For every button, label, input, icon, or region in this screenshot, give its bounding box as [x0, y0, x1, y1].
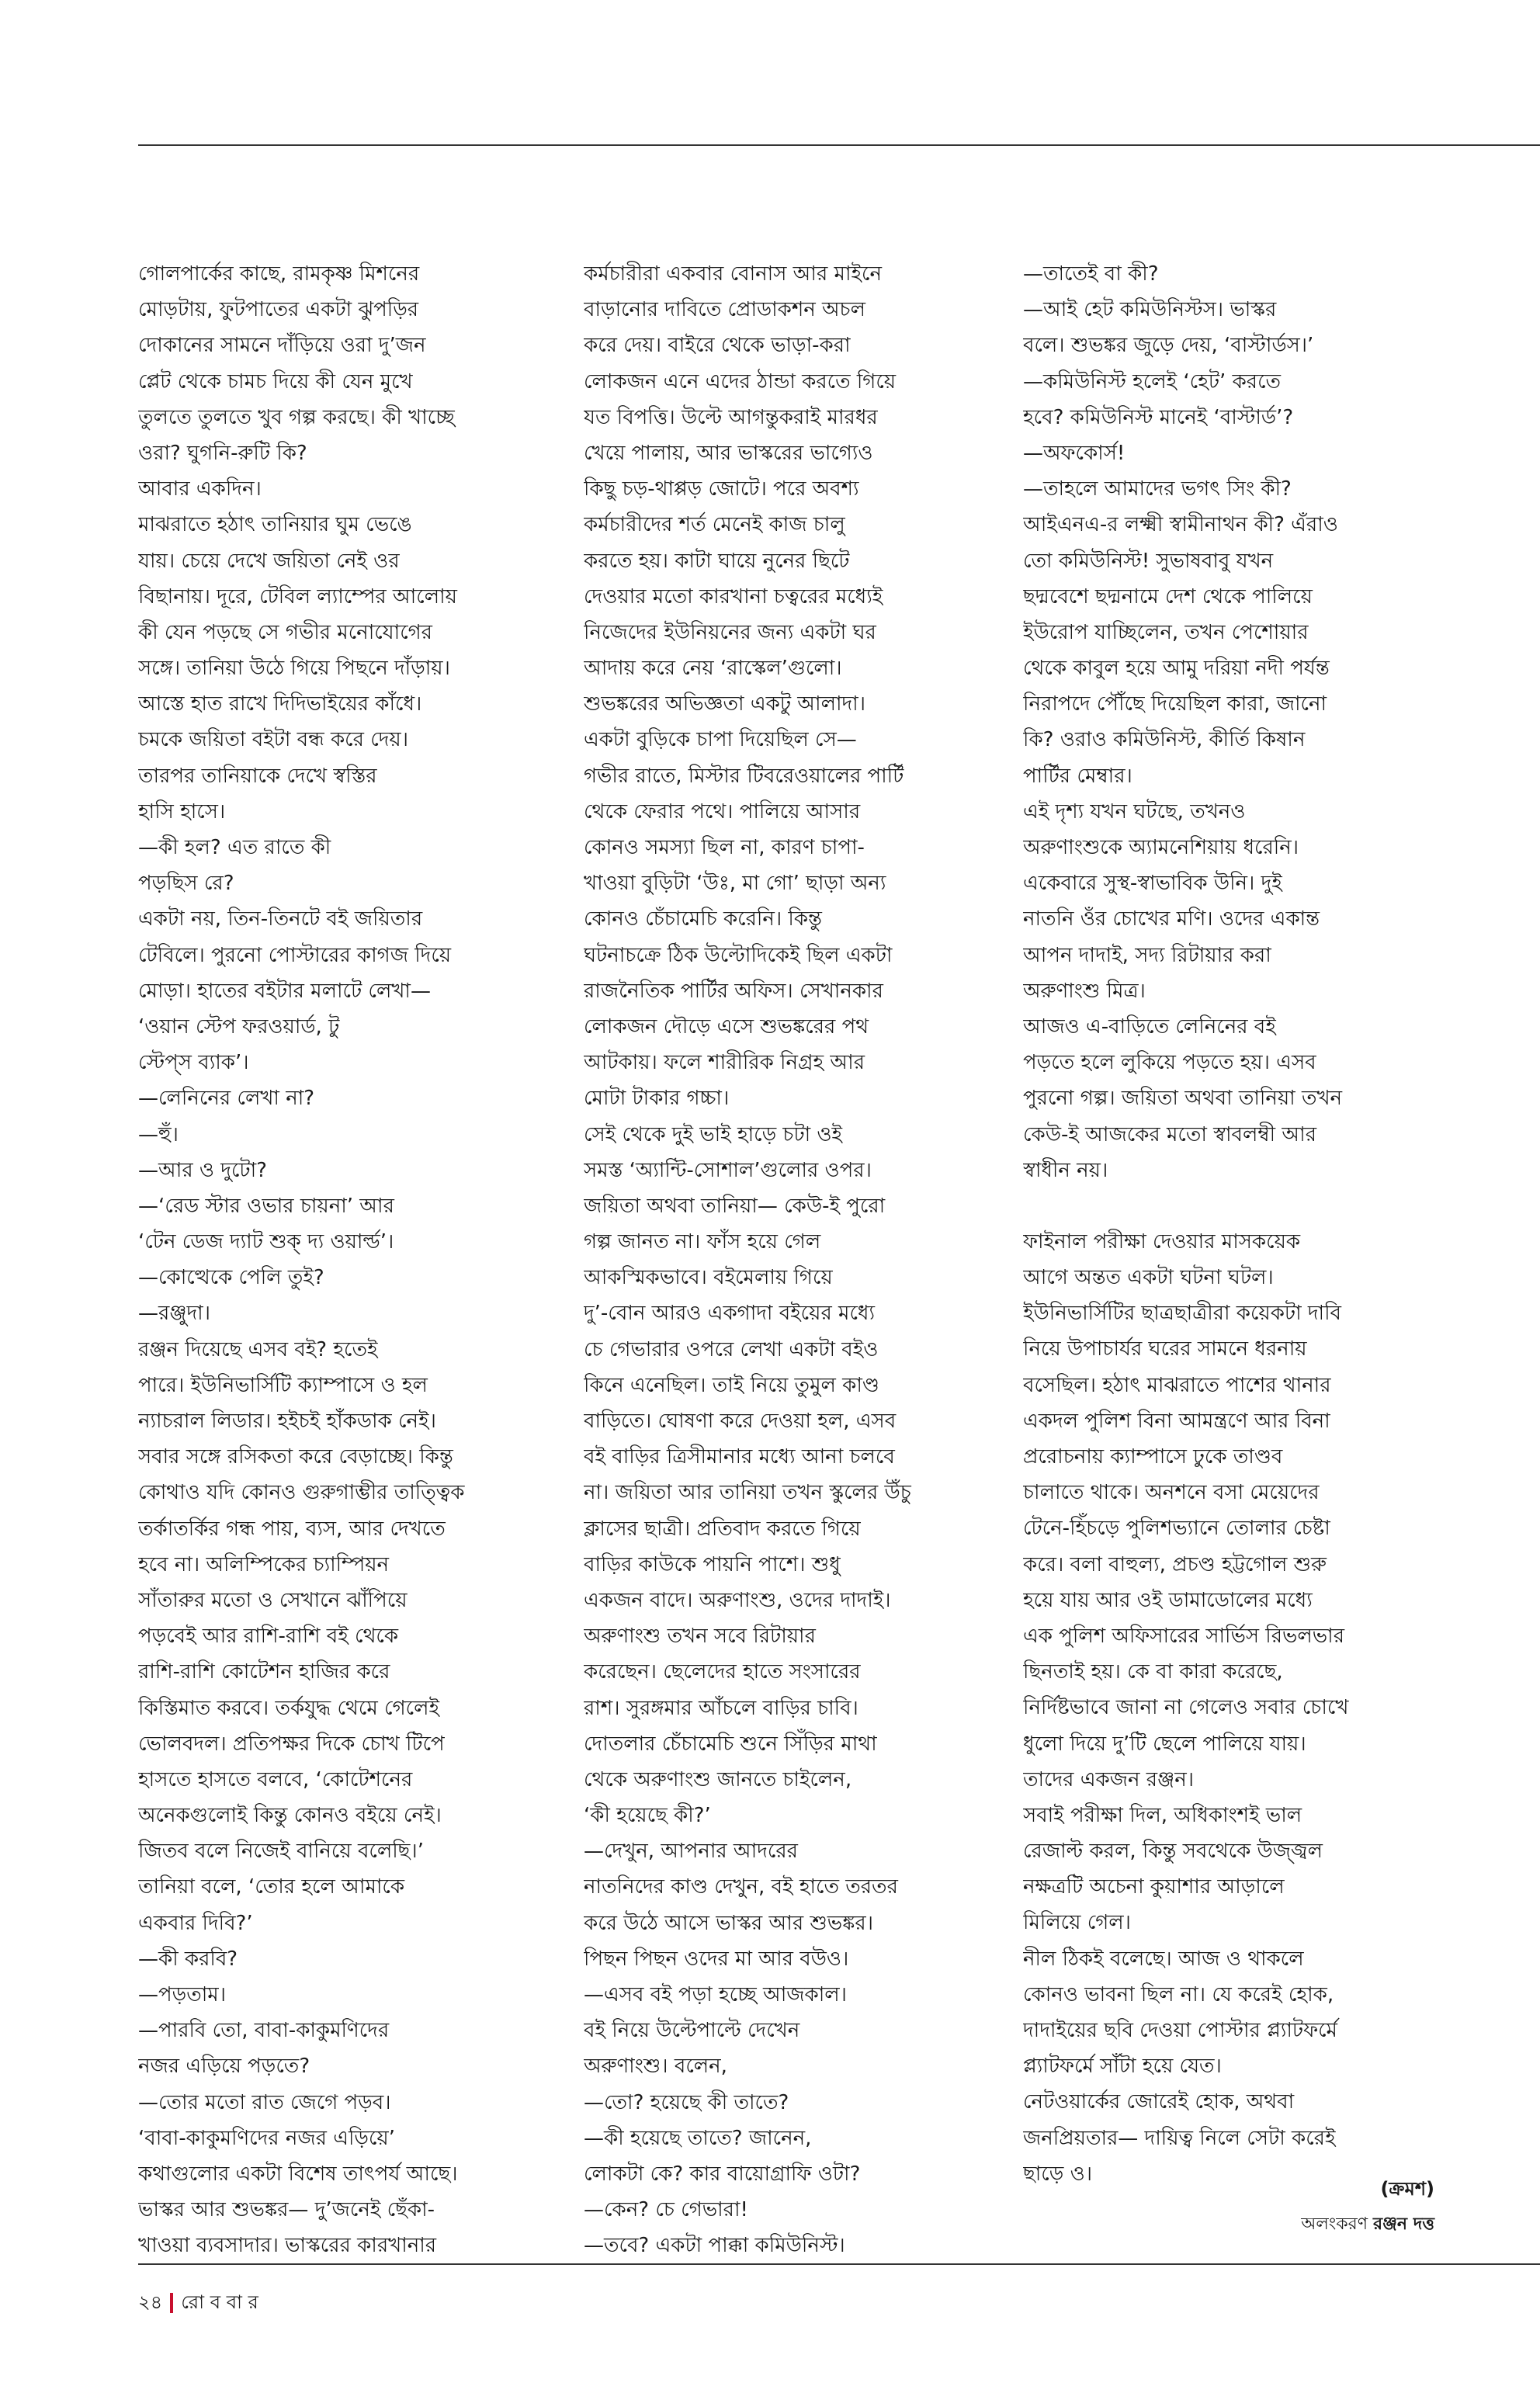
text-line: অরুণাংশু তখন সবে রিটায়ার	[584, 1625, 816, 1649]
text-line: নেটওয়ার্কের জোরেই হোক, অথবা	[1023, 2090, 1295, 2114]
text-line: ক্লাসের ছাত্রী। প্রতিবাদ করতে গিয়ে	[584, 1517, 861, 1541]
text-line: বাড়ানোর দাবিতে প্রোডাকশন অচল	[584, 298, 865, 322]
text-line: —কী করবি?	[138, 1947, 238, 1971]
text-line: বাড়িতে। ঘোষণা করে দেওয়া হল, এসব	[584, 1410, 897, 1433]
text-line: ওরা? ঘুগনি-রুটি কি?	[138, 441, 307, 465]
text-line: কোনও সমস্যা ছিল না, কারণ চাপা-	[584, 836, 865, 859]
text-line: তারপর তানিয়াকে দেখে স্বস্তির	[138, 764, 377, 788]
bottom-rule	[138, 2263, 1540, 2265]
text-line: পুরনো গল্প। জয়িতা অথবা তানিয়া তখন	[1023, 1087, 1343, 1111]
text-line: লোকজন এনে এদের ঠান্ডা করতে গিয়ে	[584, 369, 897, 394]
text-line: কোনও ভাবনা ছিল না। যে করেই হোক,	[1023, 1982, 1334, 2006]
text-line: ন্যাচরাল লিডার। হইচই হাঁকডাক নেই।	[138, 1410, 436, 1433]
text-column-2	[584, 256, 995, 2264]
text-line: দেওয়ার মতো কারখানা চত্বরের মধ্যেই	[584, 584, 883, 609]
text-line: মোড়টায়, ফুটপাতের একটা ঝুপড়ির	[138, 298, 419, 322]
text-line: চে গেভারার ওপরে লেখা একটা বইও	[584, 1337, 879, 1361]
text-line: ছিনতাই হয়। কে বা কারা করেছে,	[1023, 1660, 1283, 1684]
text-line: রঞ্জন দিয়েছে এসব বই? হতেই	[138, 1337, 378, 1361]
text-line: —এসব বই পড়া হচ্ছে আজকাল।	[584, 1983, 847, 2006]
text-line: বই বাড়ির ত্রিসীমানার মধ্যে আনা চলবে	[584, 1445, 895, 1469]
text-line: একটা বুড়িকে চাপা দিয়েছিল সে—	[584, 728, 857, 752]
text-line: —অফকোর্স!	[1023, 441, 1126, 465]
text-line: জয়িতা অথবা তানিয়া— কেউ-ই পুরো	[584, 1194, 886, 1218]
text-line: একেবারে সুস্থ-স্বাভাবিক উনি। দুই	[1023, 872, 1282, 896]
text-line: ভোলবদল। প্রতিপক্ষর দিকে চোখ টিপে	[138, 1732, 445, 1756]
magazine-name: রো ব বা র	[181, 2291, 258, 2313]
text-line: —কমিউনিস্ট হলেই ‘হেট’ করতে	[1023, 369, 1282, 394]
text-line: কোনও চেঁচামেচি করেনি। কিন্তু	[584, 907, 822, 931]
text-line: —লেনিনের লেখা না?	[138, 1087, 315, 1111]
text-line: নিয়ে উপাচার্যর ঘরের সামনে ধরনায়	[1023, 1337, 1307, 1361]
text-line: অরুণাংশু মিত্র।	[1023, 979, 1146, 1003]
text-line: —কী হয়েছে তাতে? জানেন,	[584, 2126, 812, 2150]
text-line: স্টেপ্‌স ব্যাক’।	[138, 1051, 249, 1075]
text-line: তানিয়া বলে, ‘তোর হলে আমাকে	[138, 1875, 405, 1899]
text-line: —দেখুন, আপনার আদরের	[584, 1840, 798, 1864]
text-line: করে। বলা বাহুল্য, প্রচণ্ড হট্টগোল শুরু	[1023, 1552, 1327, 1576]
text-line: হবে না। অলিম্পিকের চ্যাম্পিয়ন	[138, 1552, 390, 1576]
text-line: অনেকগুলোই কিন্তু কোনও বইয়ে নেই।	[138, 1804, 442, 1828]
text-line: রাশি-রাশি কোটেশন হাজির করে	[138, 1660, 390, 1684]
text-line: খাওয়া বুড়িটা ‘উঃ, মা গো’ ছাড়া অন্য	[584, 872, 886, 896]
text-line: ‘বাবা-কাকুমণিদের নজর এড়িয়ে’	[138, 2126, 396, 2150]
text-line: কিনে এনেছিল। তাই নিয়ে তুমুল কাণ্ড	[584, 1373, 879, 1397]
illustration-credit	[1023, 2211, 1434, 2239]
text-line: টেনে-হিঁচড়ে পুলিশভ্যানে তোলার চেষ্টা	[1023, 1517, 1330, 1541]
text-line: তো কমিউনিস্ট! সুভাষবাবু যখন	[1023, 549, 1274, 573]
text-line: মোটা টাকার গচ্চা।	[584, 1087, 730, 1111]
text-line: কর্মচারীরা একবার বোনাস আর মাইনে	[584, 262, 883, 286]
text-line: বলে। শুভঙ্কর জুড়ে দেয়, ‘বাস্টার্ডস।’	[1023, 334, 1314, 358]
text-line: টেবিলে। পুরনো পোস্টারের কাগজ দিয়ে	[138, 943, 452, 967]
text-line: পিছন পিছন ওদের মা আর বউও।	[584, 1947, 849, 1971]
text-line: আবার একদিন।	[138, 477, 262, 501]
to-be-continued-mark: (ক্রমশ)	[1380, 2178, 1434, 2200]
credit-label: অলংকরণ	[1301, 2214, 1368, 2234]
page-number: ২৪	[138, 2291, 163, 2313]
text-line: পার্টির মেম্বার।	[1023, 764, 1132, 788]
text-line: —আর ও দুটো?	[138, 1158, 267, 1182]
text-line: হয়ে যায় আর ওই ডামাডোলের মধ্যে	[1023, 1588, 1313, 1612]
text-line: মাঝরাতে হঠাৎ তানিয়ার ঘুম ভেঙে	[138, 513, 412, 537]
text-line: নিরাপদে পৌঁছে দিয়েছিল কারা, জানো	[1023, 692, 1327, 716]
text-line: এই দৃশ্য যখন ঘটছে, তখনও	[1023, 799, 1246, 824]
text-line: প্লেট থেকে চামচ দিয়ে কী যেন মুখে	[138, 369, 413, 394]
text-line: —পড়তাম।	[138, 1983, 226, 2006]
text-line: জিতব বলে নিজেই বানিয়ে বলেছি।’	[138, 1840, 424, 1864]
text-line: —তাতেই বা কী?	[1023, 262, 1159, 286]
text-line: মিলিয়ে গেল।	[1023, 1911, 1131, 1935]
text-line: একটা নয়, তিন-তিনটে বই জয়িতার	[138, 907, 423, 931]
text-line: চালাতে থাকে। অনশনে বসা মেয়েদের	[1023, 1481, 1320, 1505]
text-line: নাতনি ওঁর চোখের মণি। ওদের একান্ত	[1023, 907, 1320, 931]
text-line: থেকে কাবুল হয়ে আমু দরিয়া নদী পর্যন্ত	[1023, 657, 1330, 681]
text-line: —‘রেড স্টার ওভার চায়না’ আর	[138, 1194, 394, 1218]
text-line: —হুঁ।	[138, 1122, 179, 1146]
text-line: তাদের একজন রঞ্জন।	[1023, 1767, 1195, 1791]
text-line: নাতনিদের কাণ্ড দেখুন, বই হাতে তরতর	[584, 1875, 898, 1899]
text-line: একবার দিবি?’	[138, 1911, 253, 1935]
text-line: নির্দিষ্টভাবে জানা না গেলেও সবার চোখে	[1023, 1696, 1349, 1720]
text-line: বই নিয়ে উল্টেপাল্টে দেখেন	[584, 2019, 800, 2043]
text-line: যত বিপত্তি। উল্টে আগন্তুকরাই মারধর	[584, 405, 878, 429]
text-line: এক পুলিশ অফিসারের সার্ভিস রিভলভার	[1023, 1624, 1344, 1648]
footer-separator	[170, 2293, 173, 2313]
text-line: ধুলো দিয়ে দু’টি ছেলে পালিয়ে যায়।	[1023, 1732, 1306, 1756]
text-line: স্বাধীন নয়।	[1023, 1158, 1108, 1182]
text-line: না। জয়িতা আর তানিয়া তখন স্কুলের উঁচু	[584, 1481, 911, 1505]
text-line: ফাইনাল পরীক্ষা দেওয়ার মাসকয়েক	[1023, 1229, 1301, 1254]
text-line: আটকায়। ফলে শারীরিক নিগ্রহ আর	[584, 1051, 865, 1075]
text-line: করে দেয়। বাইরে থেকে ভাড়া-করা	[584, 334, 851, 358]
text-line: লোকজন দৌড়ে এসে শুভঙ্করের পথ	[584, 1014, 869, 1039]
text-line: কথাগুলোর একটা বিশেষ তাৎপর্য আছে।	[138, 2162, 458, 2186]
text-line: করেছেন। ছেলেদের হাতে সংসারের	[584, 1660, 861, 1684]
text-line: সবার সঙ্গে রসিকতা করে বেড়াচ্ছে। কিন্তু	[138, 1445, 453, 1469]
text-line: পড়বেই আর রাশি-রাশি বই থেকে	[138, 1625, 399, 1649]
text-line: —তোর মতো রাত জেগে পড়ব।	[138, 2090, 391, 2114]
text-line: লোকটা কে? কার বায়োগ্রাফি ওটা?	[584, 2162, 861, 2186]
text-column-3	[1023, 256, 1434, 2192]
text-line: বিছানায়। দূরে, টেবিল ল্যাম্পের আলোয়	[138, 584, 457, 609]
text-line: নক্ষত্রটি অচেনা কুয়াশার আড়ালে	[1023, 1875, 1285, 1899]
text-line: ইউনিভার্সিটির ছাত্রছাত্রীরা কয়েকটা দাবি	[1023, 1302, 1341, 1326]
text-line: ঘটনাচক্রে ঠিক উল্টোদিকেই ছিল একটা	[584, 943, 893, 967]
text-line: কিছু চড়-থাপ্পড় জোটে। পরে অবশ্য	[584, 477, 859, 501]
text-line: —তো? হয়েছে কী তাতে?	[584, 2090, 789, 2114]
text-line: একজন বাদে। অরুণাংশু, ওদের দাদাই।	[584, 1588, 891, 1612]
text-line: ‘ওয়ান স্টেপ ফরওয়ার্ড, টু	[138, 1014, 340, 1039]
text-line: দোকানের সামনে দাঁড়িয়ে ওরা দু’জন	[138, 334, 426, 358]
text-line: হাসি হাসে।	[138, 799, 226, 824]
text-line: বসেছিল। হঠাৎ মাঝরাতে পাশের থানার	[1023, 1373, 1331, 1397]
text-line: নীল ঠিকই বলেছে। আজ ও থাকলে	[1023, 1947, 1304, 1971]
top-rule	[138, 144, 1540, 146]
text-line: সবাই পরীক্ষা দিল, অধিকাংশই ভাল	[1023, 1803, 1302, 1827]
credit-artist: রঞ্জন দত্ত	[1373, 2214, 1434, 2234]
page-footer	[138, 2288, 258, 2319]
text-line: সাঁতারুর মতো ও সেখানে ঝাঁপিয়ে	[138, 1588, 408, 1612]
section-break	[1023, 1188, 1434, 1224]
text-line: করে উঠে আসে ভাস্কর আর শুভঙ্কর।	[584, 1911, 874, 1935]
text-line: ভাস্কর আর শুভঙ্কর— দু’জনেই ছেঁকা-	[138, 2198, 435, 2222]
text-line: সমস্ত ‘অ্যান্টি-সোশাল’গুলোর ওপর।	[584, 1158, 872, 1182]
text-line: নজর এড়িয়ে পড়তে?	[138, 2055, 310, 2079]
text-line: হবে? কমিউনিস্ট মানেই ‘বাস্টার্ড’?	[1023, 405, 1294, 429]
text-line: করতে হয়। কাটা ঘায়ে নুনের ছিটে	[584, 549, 850, 573]
text-line: আজও এ-বাড়িতে লেনিনের বই	[1023, 1014, 1276, 1039]
text-line: পড়তে হলে লুকিয়ে পড়তে হয়। এসব	[1023, 1051, 1316, 1075]
text-line: বাড়ির কাউকে পায়নি পাশে। শুধু	[584, 1552, 841, 1576]
text-line: প্ল্যাটফর্মে সাঁটা হয়ে যেত।	[1023, 2055, 1222, 2079]
text-line: খেয়ে পালায়, আর ভাস্করের ভাগ্যেও	[584, 441, 873, 465]
text-line: কী যেন পড়ছে সে গভীর মনোযোগের	[138, 620, 432, 644]
text-line: একদল পুলিশ বিনা আমন্ত্রণে আর বিনা	[1023, 1409, 1330, 1433]
text-line: মোড়া। হাতের বইটার মলাটে লেখা—	[138, 979, 431, 1003]
text-line: গভীর রাতে, মিস্টার টিবরেওয়ালের পার্টি	[584, 764, 904, 788]
text-line: কোথাও যদি কোনও গুরুগাম্ভীর তাত্ত্বিক	[138, 1481, 465, 1505]
text-line: জনপ্রিয়তার— দায়িত্ব নিলে সেটা করেই	[1023, 2126, 1336, 2150]
text-line: তুলতে তুলতে খুব গল্প করছে। কী খাচ্ছে	[138, 405, 455, 429]
text-line: ইউরোপ যাচ্ছিলেন, তখন পেশোয়ার	[1023, 620, 1309, 644]
text-line: —তবে? একটা পাক্কা কমিউনিস্ট।	[584, 2234, 845, 2258]
text-line: সঙ্গে। তানিয়া উঠে গিয়ে পিছনে দাঁড়ায়।	[138, 657, 450, 681]
text-line: রেজাল্ট করল, কিন্তু সবথেকে উজ্জ্বল	[1023, 1840, 1323, 1864]
text-line: —কেন? চে গেভারা!	[584, 2198, 748, 2222]
text-line: হাসতে হাসতে বলবে, ‘কোটেশনের	[138, 1767, 413, 1791]
text-line: কর্মচারীদের শর্ত মেনেই কাজ চালু	[584, 513, 845, 537]
text-line: থেকে ফেরার পথে। পালিয়ে আসার	[584, 799, 861, 824]
text-line: সেই থেকে দুই ভাই হাড়ে চটা ওই	[584, 1122, 843, 1146]
text-line: —রঞ্জুদা।	[138, 1302, 211, 1326]
text-line: অরুণাংশুকে অ্যামনেশিয়ায় ধরেনি।	[1023, 836, 1299, 859]
text-line: আপন দাদাই, সদ্য রিটায়ার করা	[1023, 943, 1271, 967]
text-line: নিজেদের ইউনিয়নের জন্য একটা ঘর	[584, 620, 876, 644]
text-line: পড়ছিস রে?	[138, 872, 234, 896]
text-line: চমকে জয়িতা বইটা বন্ধ করে দেয়।	[138, 728, 409, 752]
text-column-1	[138, 256, 550, 2264]
text-line: প্ররোচনায় ক্যাম্পাসে ঢুকে তাণ্ডব	[1023, 1445, 1283, 1469]
text-line: আকস্মিকভাবে। বইমেলায় গিয়ে	[584, 1266, 833, 1290]
text-line: গোলপার্কের কাছে, রামকৃষ্ণ মিশনের	[138, 262, 420, 286]
text-line: তর্কাতর্কির গন্ধ পায়, ব্যস, আর দেখতে	[138, 1517, 446, 1541]
text-line: আস্তে হাত রাখে দিদিভাইয়ের কাঁধে।	[138, 692, 422, 716]
text-line: পারে। ইউনিভার্সিটি ক্যাম্পাসে ও হল	[138, 1373, 428, 1397]
text-line: কেউ-ই আজকের মতো স্বাবলম্বী আর	[1023, 1122, 1317, 1146]
text-line: যায়। চেয়ে দেখে জয়িতা নেই ওর	[138, 549, 400, 573]
text-line: দু’-বোন আরও একগাদা বইয়ের মধ্যে	[584, 1302, 876, 1326]
text-line: গল্প জানত না। ফাঁস হয়ে গেল	[584, 1230, 821, 1254]
text-line: —তাহলে আমাদের ভগৎ সিং কী?	[1023, 477, 1292, 501]
text-line: দাদাইয়ের ছবি দেওয়া পোস্টার প্ল্যাটফর্মে	[1023, 2019, 1337, 2042]
text-line: থেকে অরুণাংশু জানতে চাইলেন,	[584, 1767, 852, 1791]
text-line: ‘কী হয়েছে কী?’	[584, 1804, 711, 1828]
text-line: রাশ। সুরঙ্গমার আঁচলে বাড়ির চাবি।	[584, 1696, 858, 1720]
text-line: —কোত্থেকে পেলি তুই?	[138, 1266, 324, 1290]
text-line: ছদ্মবেশে ছদ্মনামে দেশ থেকে পালিয়ে	[1023, 584, 1313, 609]
text-line: দোতলার চেঁচামেচি শুনে সিঁড়ির মাথা	[584, 1732, 877, 1756]
text-line: কিস্তিমাত করবে। তর্কযুদ্ধ থেমে গেলেই	[138, 1696, 439, 1720]
text-line: শুভঙ্করের অভিজ্ঞতা একটু আলাদা।	[584, 692, 865, 716]
text-line: ‘টেন ডেজ দ্যাট শুক্ দ্য ওয়ার্ল্ড’।	[138, 1230, 394, 1254]
text-line: আদায় করে নেয় ‘রাস্কেল’গুলো।	[584, 657, 842, 681]
text-line: ছাড়ে ও।	[1023, 2162, 1093, 2186]
text-line: —পারবি তো, বাবা-কাকুমণিদের	[138, 2019, 390, 2043]
text-line: রাজনৈতিক পার্টির অফিস। সেখানকার	[584, 979, 883, 1003]
text-line: খাওয়া ব্যবসাদার। ভাস্করের কারখানার	[138, 2234, 437, 2258]
text-line: কি? ওরাও কমিউনিস্ট, কীর্তি কিষান	[1023, 728, 1306, 752]
text-line: আগে অন্তত একটা ঘটনা ঘটল।	[1023, 1266, 1274, 1290]
text-line: আইএনএ-র লক্ষ্মী স্বামীনাথন কী? এঁরাও	[1023, 513, 1338, 537]
text-line: অরুণাংশু। বলেন,	[584, 2055, 727, 2079]
text-line: —আই হেট কমিউনিস্টস। ভাস্কর	[1023, 298, 1277, 322]
text-line: —কী হল? এত রাতে কী	[138, 836, 331, 859]
